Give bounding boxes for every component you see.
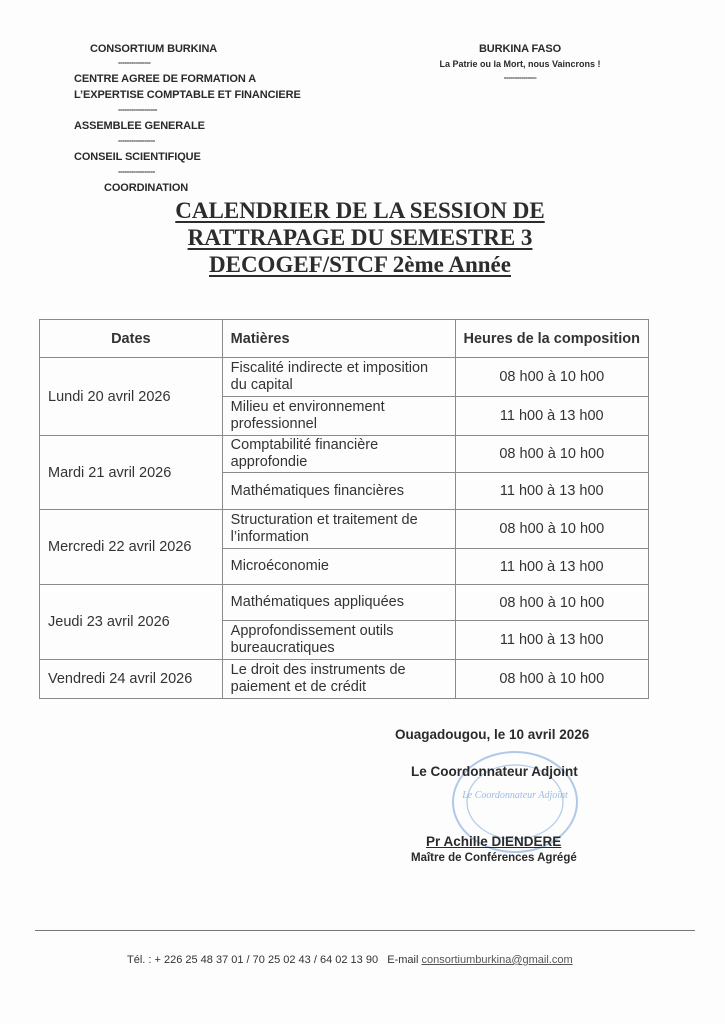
time-cell: 11 h00 à 13 h00	[455, 621, 648, 660]
time-cell: 08 h00 à 10 h00	[455, 510, 648, 549]
time-cell: 08 h00 à 10 h00	[455, 660, 648, 699]
time-cell: 08 h00 à 10 h00	[455, 436, 648, 473]
subject-cell: Mathématiques financières	[222, 473, 455, 510]
phone-numbers: Tél. : + 226 25 48 37 01 / 70 25 02 43 / 64 02 13 90	[127, 954, 379, 966]
centre-name-line1: CENTRE AGREE DE FORMATION A	[74, 73, 257, 85]
centre-name-line2: L’EXPERTISE COMPTABLE ET FINANCIERE	[74, 89, 301, 101]
table-row	[40, 585, 649, 621]
document-title-line3: DECOGEF/STCF 2ème Année	[209, 252, 511, 277]
national-motto: La Patrie ou la Mort, nous Vaincrons !	[439, 59, 601, 69]
time-cell: 08 h00 à 10 h00	[455, 585, 648, 621]
subject-cell: Milieu et environnement professionnel	[222, 397, 455, 436]
subject-cell: Structuration et traitement de l’information	[222, 510, 455, 549]
time-cell: 11 h00 à 13 h00	[455, 397, 648, 436]
signatory-name: Pr Achille DIENDERE	[426, 834, 562, 849]
email-link[interactable]: consortiumburkina@gmail.com	[421, 954, 573, 966]
date-cell: Lundi 20 avril 2026	[40, 358, 223, 436]
document-title-line1: CALENDRIER DE LA SESSION DE	[175, 198, 545, 223]
date-cell: Jeudi 23 avril 2026	[40, 585, 223, 660]
time-cell: 08 h00 à 10 h00	[455, 358, 648, 397]
stamp-text: Le Coordonnateur Adjoint	[462, 790, 568, 801]
subject-cell: Comptabilité financière approfondie	[222, 436, 455, 473]
exam-schedule-table	[39, 319, 649, 699]
footer-divider	[35, 930, 695, 931]
table-row	[40, 358, 649, 397]
separator: ---------------	[503, 73, 537, 82]
table-row	[40, 510, 649, 549]
table-header-row	[40, 320, 649, 358]
column-header-subjects: Matières	[222, 320, 455, 358]
separator: -----------------	[118, 167, 155, 176]
table-row	[40, 436, 649, 473]
assembly-label: ASSEMBLEE GENERALE	[74, 120, 205, 132]
subject-cell: Approfondissement outils bureaucratiques	[222, 621, 455, 660]
subject-cell: Fiscalité indirecte et imposition du capital	[222, 358, 455, 397]
column-header-dates: Dates	[40, 320, 223, 358]
separator: ---------------	[118, 58, 151, 67]
subject-cell: Microéconomie	[222, 549, 455, 585]
date-cell: Mercredi 22 avril 2026	[40, 510, 223, 585]
table-row	[40, 660, 649, 699]
signatory-rank: Maître de Conférences Agrégé	[411, 852, 577, 864]
time-cell: 11 h00 à 13 h00	[455, 549, 648, 585]
separator: -----------------	[118, 136, 155, 145]
subject-cell: Le droit des instruments de paiement et de crédit	[222, 660, 455, 699]
subject-cell: Mathématiques appliquées	[222, 585, 455, 621]
time-cell: 11 h00 à 13 h00	[455, 473, 648, 510]
org-name: CONSORTIUM BURKINA	[90, 43, 218, 55]
country-name: BURKINA FASO	[478, 43, 562, 55]
date-cell: Mardi 21 avril 2026	[40, 436, 223, 510]
separator: ------------------	[118, 105, 157, 114]
footer-contact	[127, 954, 573, 966]
date-cell: Vendredi 24 avril 2026	[40, 660, 223, 699]
column-header-times: Heures de la composition	[455, 320, 648, 358]
place-and-date: Ouagadougou, le 10 avril 2026	[395, 727, 590, 742]
email-label: E-mail	[387, 954, 419, 966]
council-label: CONSEIL SCIENTIFIQUE	[74, 151, 201, 163]
document-title-line2: RATTRAPAGE DU SEMESTRE 3	[187, 225, 533, 250]
coordination-label: COORDINATION	[104, 182, 189, 194]
signatory-role: Le Coordonnateur Adjoint	[411, 764, 578, 779]
